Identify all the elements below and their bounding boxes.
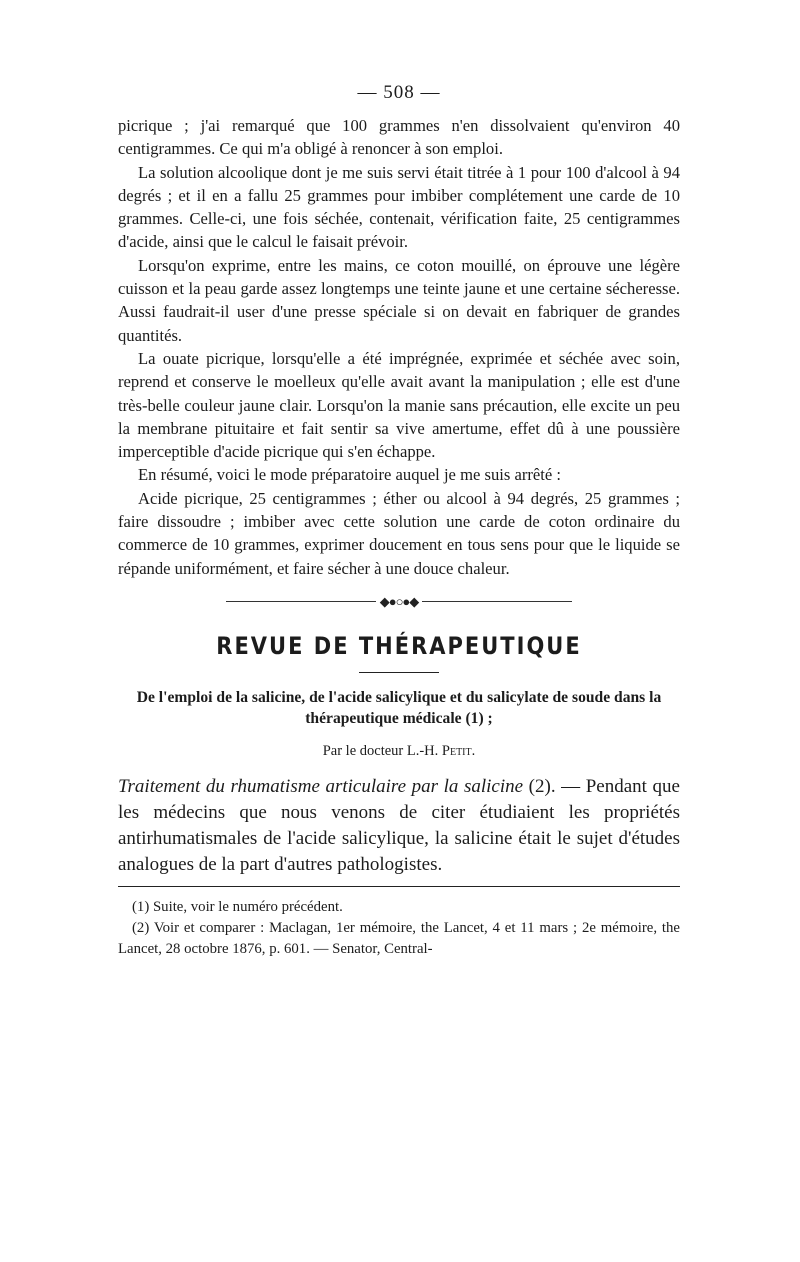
- paragraph: La solution alcoolique dont je me suis servi était titrée à 1 pour 100 d'alcool à 94 degrés ; et il en a fallu 25 grammes pour imbiber complétement une carde de 10 grammes. Celle-ci, une fois séchée, contenait, vérification faite, 25 centigrammes d'acide, ainsi que le calcul le faisait prévoir.: [118, 162, 680, 252]
- byline-prefix: Par le docteur L.-H.: [322, 742, 439, 759]
- body-top: [118, 114, 680, 580]
- body-italic-heading: Traitement du rhumatisme articulaire par la salicine: [118, 775, 524, 797]
- paragraph: En résumé, voici le mode préparatoire auquel je me suis arrêté :: [138, 465, 561, 485]
- body-text: (2). — Pendant que les médecins que nous venons de citer étudiaient les propriétés antirhumatismales de l'acide salicylique, la salicine était le sujet d'études analogues de la part d'autres pathologistes.: [118, 775, 680, 875]
- footnote-rule: [118, 886, 680, 887]
- footnote: (2) Voir et comparer : Maclagan, 1er mémoire, the Lancet, 4 et 11 mars ; 2e mémoire, the Lancet, 28 octobre 1876, p. 601. — Senator, Central-: [118, 919, 680, 957]
- article-title: De l'emploi de la salicine, de l'acide salicylique et du salicylate de soude dans la thérapeutique médicale (1) ;: [136, 688, 662, 727]
- paragraph: picrique ; j'ai remarqué que 100 grammes n'en dissolvaient qu'environ 40 centigrammes. Ce qui m'a obligé à renoncer à son emploi.: [118, 116, 680, 159]
- footnote: (1) Suite, voir le numéro précédent.: [132, 898, 343, 915]
- page: [118, 82, 680, 960]
- ornament-divider: [118, 594, 680, 610]
- footnotes: [118, 897, 680, 960]
- body-paragraph: [118, 774, 680, 878]
- paragraph: Acide picrique, 25 centigrammes ; éther ou alcool à 94 degrés, 25 grammes ; faire dissoudre ; imbiber avec cette solution une carde de coton ordinaire du commerce de 10 grammes, exprimer doucement en tous sens pour que le liquide se répande uniformément, et faire sécher à une douce chaleur.: [118, 488, 680, 578]
- ornament-line-left: [226, 601, 376, 602]
- title-rule: [359, 672, 439, 673]
- page-number: — 508 —: [357, 82, 441, 103]
- byline-author: Petit.: [441, 742, 476, 759]
- ornament-line-right: [422, 601, 572, 602]
- paragraph: Lorsqu'on exprime, entre les mains, ce coton mouillé, on éprouve une légère cuisson et la peau garde assez longtemps une teinte jaune et une certaine sécheresse. Aussi faudrait-il user d'une presse spéciale si on devait en fabriquer de grandes quantités.: [118, 255, 680, 345]
- ornament-icon: ◆●○●◆: [379, 593, 419, 609]
- section-title: REVUE DE THÉRAPEUTIQUE: [216, 632, 582, 660]
- byline: [118, 743, 680, 760]
- paragraph: La ouate picrique, lorsqu'elle a été imprégnée, exprimée et séchée avec soin, reprend et conserve le moelleux qu'elle avait avant la manipulation ; elle est d'une très-belle couleur jaune clair. Lorsqu'on la manie sans précaution, elle excite un peu la membrane pituitaire et fait sentir sa vive amertume, effet dû à une poussière imperceptible d'acide picrique qui s'en échappe.: [118, 348, 680, 462]
